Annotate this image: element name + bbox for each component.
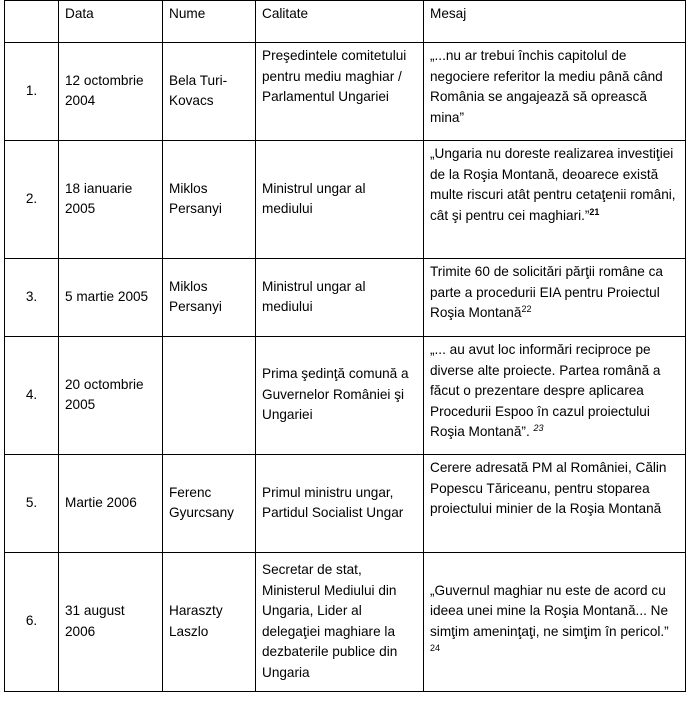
row-number: 3. — [5, 259, 59, 337]
row-number: 6. — [5, 553, 59, 692]
table-row — [5, 553, 686, 692]
row-date: 20 octombrie 2005 — [59, 337, 163, 455]
message-text: „Ungaria nu doreste realizarea investiţiei de la Roşia Montană, deoarece există multe riscuri atât pentru cetaţenii români, cât şi pentru cei maghiari.” — [430, 146, 676, 223]
row-message — [424, 337, 686, 455]
message-text: Cerere adresată PM al României, Călin Popescu Tăriceanu, pentru stoparea proiectului minier de la Roşia Montană — [430, 460, 667, 516]
header-calitate: Calitate — [256, 1, 424, 43]
footnote-ref: 24 — [430, 643, 441, 653]
row-message — [424, 43, 686, 141]
row-name: Miklos Persanyi — [163, 141, 256, 259]
row-number: 1. — [5, 43, 59, 141]
row-role: Preşedintele comitetului pentru mediu maghiar / Parlamentul Ungariei — [256, 43, 424, 141]
row-number: 2. — [5, 141, 59, 259]
table-row — [5, 259, 686, 337]
row-name: Ferenc Gyurcsany — [163, 455, 256, 553]
message-text: „... au avut loc informări reciproce pe diverse alte proiecte. Partea română a făcut o prezentare despre aplicarea Procedurii Espoo în cazul proiectului Roşia Montană”. — [430, 342, 661, 439]
row-name: Haraszty Laszlo — [163, 553, 256, 692]
message-text: Trimite 60 de solicitări părţii române ca parte a procedurii EIA pentru Proiectul Roşia Montană — [430, 264, 663, 320]
table-row — [5, 455, 686, 553]
header-data: Data — [59, 1, 163, 43]
table-row — [5, 141, 686, 259]
row-number: 4. — [5, 337, 59, 455]
row-role: Primul ministru ungar, Partidul Socialist Ungar — [256, 455, 424, 553]
row-date: 12 octombrie 2004 — [59, 43, 163, 141]
row-date: 18 ianuarie 2005 — [59, 141, 163, 259]
row-message — [424, 553, 686, 692]
row-date: 31 august 2006 — [59, 553, 163, 692]
footnote-ref: 21 — [589, 206, 600, 217]
message-text: „Guvernul maghiar nu este de acord cu ideea unei mine la Roşia Montană... Ne simţim ameninţaţi, ne simţim în pericol.” — [430, 582, 669, 639]
header-mesaj: Mesaj — [424, 1, 686, 43]
footnote-ref: 23 — [533, 423, 544, 433]
row-date: Martie 2006 — [59, 455, 163, 553]
row-name: Bela Turi-Kovacs — [163, 43, 256, 141]
header-nume: Nume — [163, 1, 256, 43]
row-role: Ministrul ungar al mediului — [256, 259, 424, 337]
statements-table — [4, 0, 686, 692]
row-number: 5. — [5, 455, 59, 553]
table-row — [5, 337, 686, 455]
row-name: Miklos Persanyi — [163, 259, 256, 337]
header-row — [5, 1, 686, 43]
footnote-ref: 22 — [521, 304, 532, 314]
row-message — [424, 455, 686, 553]
header-nr — [5, 1, 59, 43]
row-message — [424, 259, 686, 337]
row-message — [424, 141, 686, 259]
row-name — [163, 337, 256, 455]
message-text: „...nu ar trebui închis capitolul de negociere referitor la mediu până când România se angajează să oprească mina” — [430, 48, 663, 125]
row-date: 5 martie 2005 — [59, 259, 163, 337]
row-role: Secretar de stat, Ministerul Mediului din Ungaria, Lider al delegaţiei maghiare la dezbaterile publice din Ungaria — [256, 553, 424, 692]
row-role: Ministrul ungar al mediului — [256, 141, 424, 259]
table-row — [5, 43, 686, 141]
row-role: Prima şedinţă comună a Guvernelor României şi Ungariei — [256, 337, 424, 455]
